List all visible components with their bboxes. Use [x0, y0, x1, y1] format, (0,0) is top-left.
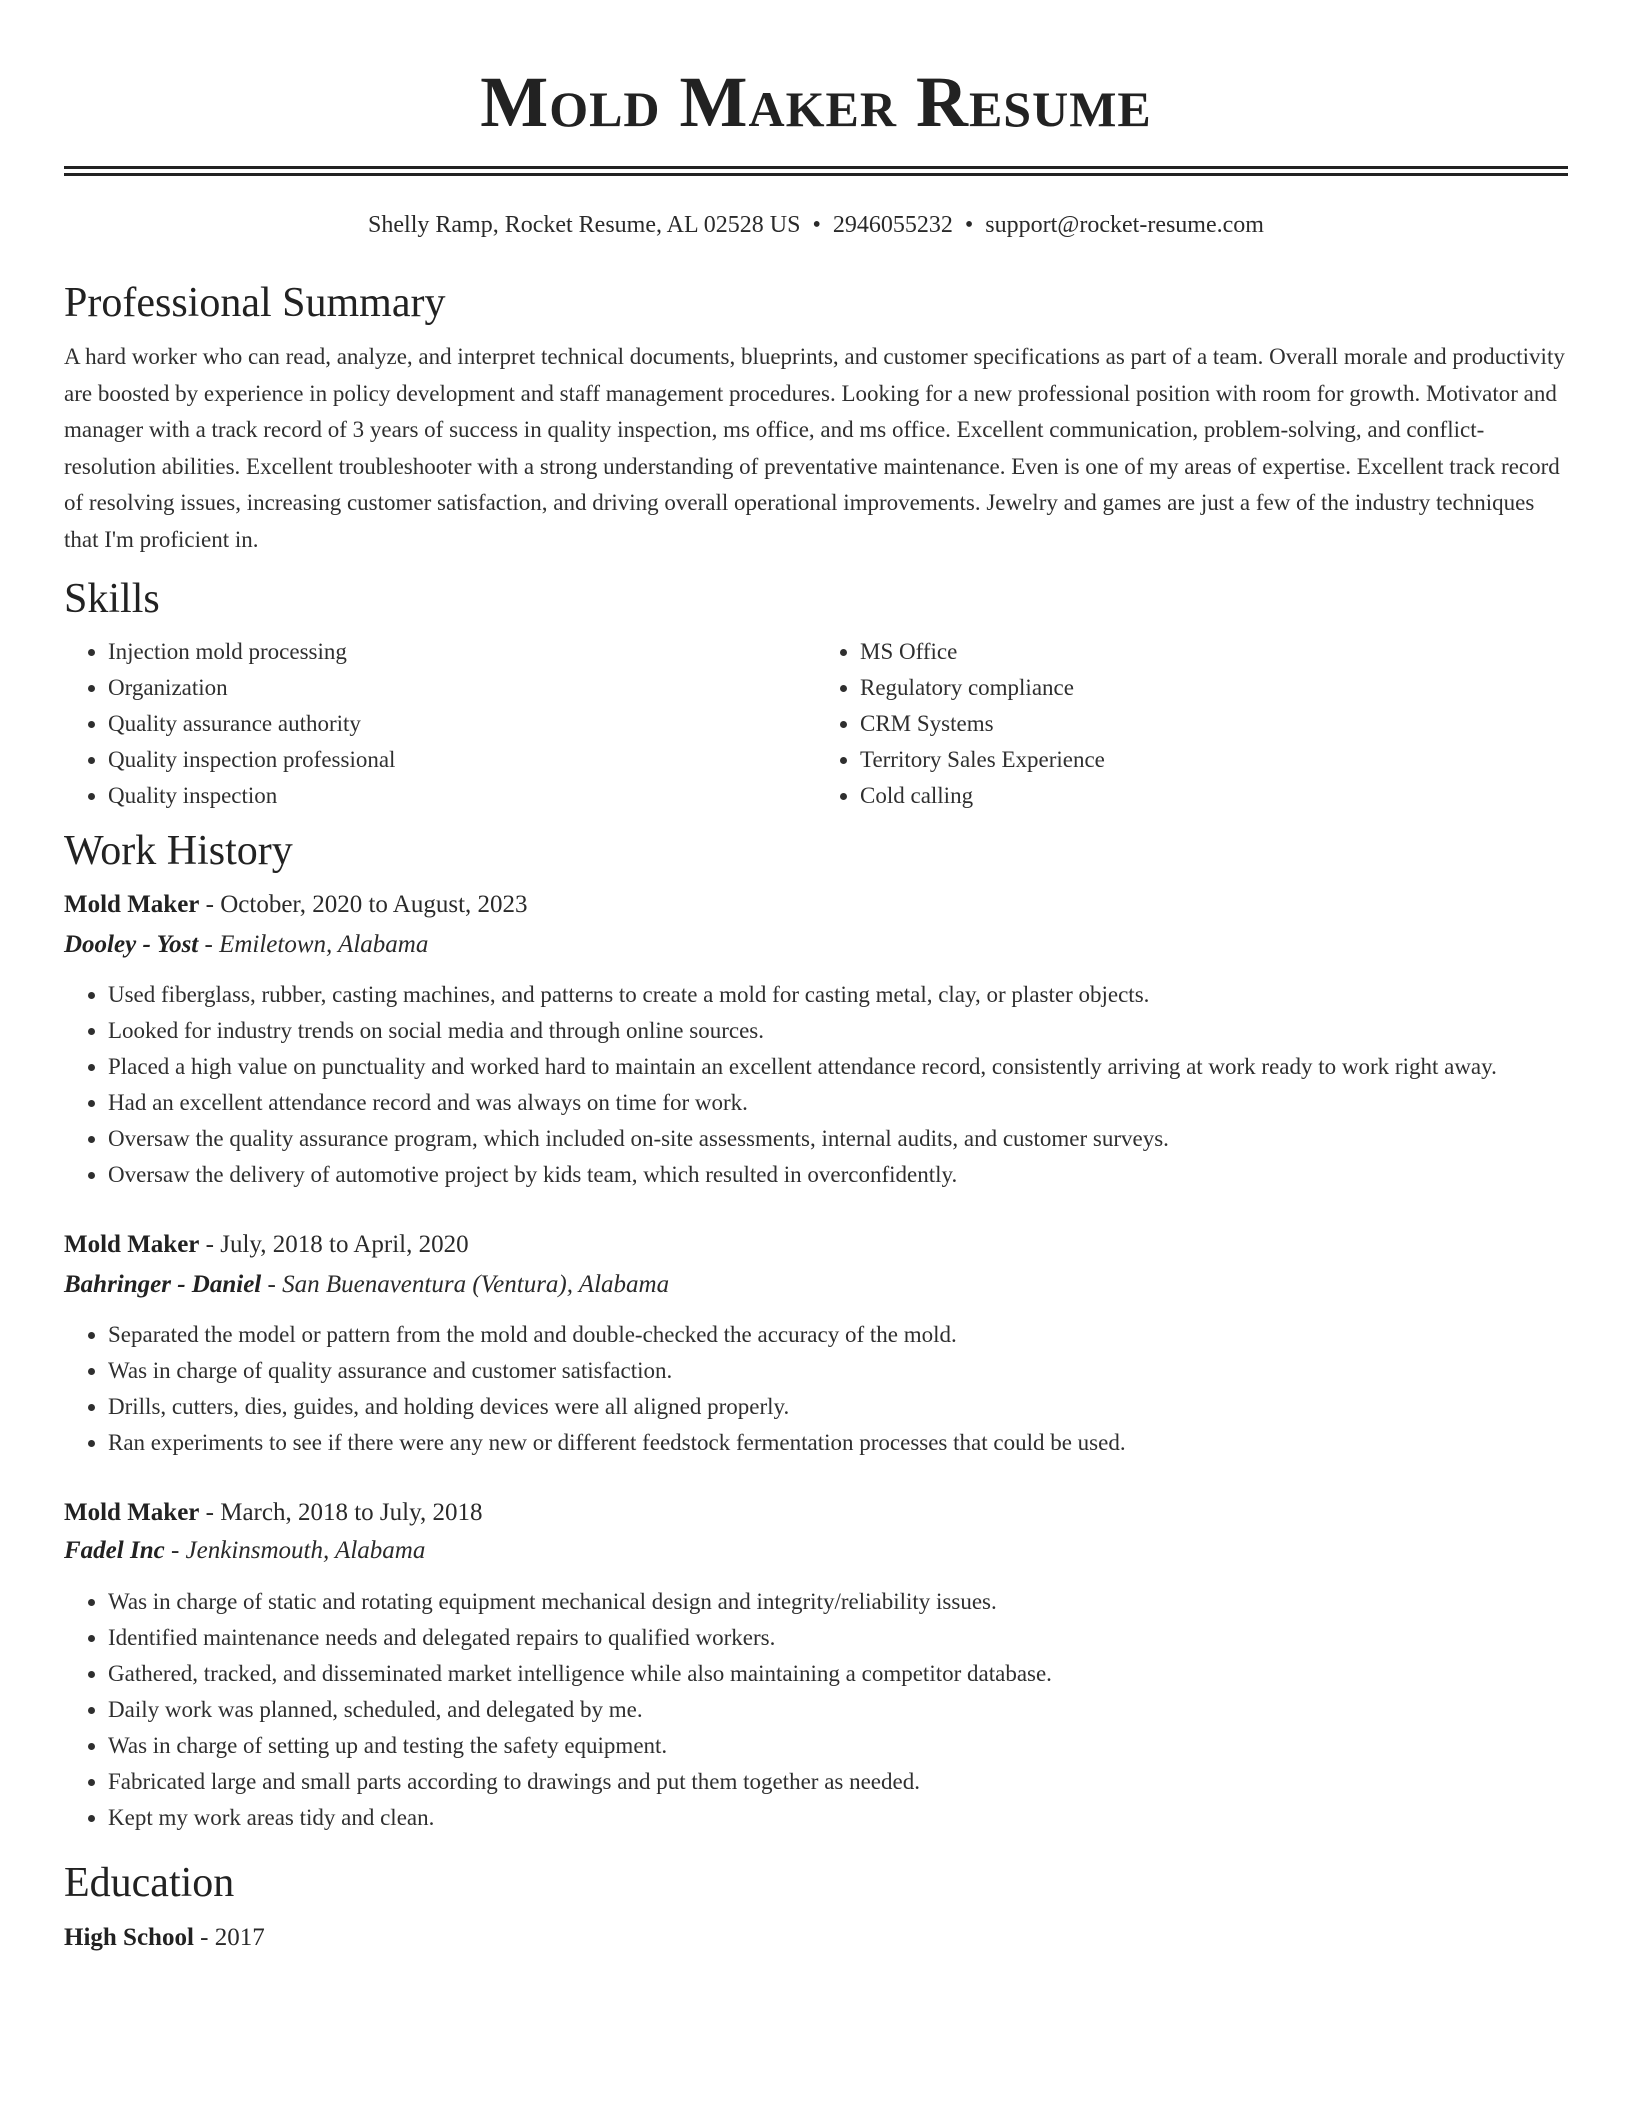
job-bullet: • Fabricated large and small parts according to drawings and put them together as needed. — [108, 1764, 1568, 1800]
job-entry — [64, 1495, 1568, 1836]
skill-item: • Quality inspection — [108, 778, 816, 814]
job-title: Mold Maker — [64, 1499, 200, 1526]
skills-list-left — [64, 634, 816, 814]
job-bullet: • Daily work was planned, scheduled, and delegated by me. — [108, 1692, 1568, 1728]
work-history-heading: Work History — [64, 828, 293, 874]
job-title: Mold Maker — [64, 1231, 200, 1258]
contact-phone: 2946055232 — [832, 212, 953, 238]
job-company: Fadel Inc — [64, 1537, 165, 1564]
job-dates: July, 2018 to April, 2020 — [220, 1231, 469, 1258]
job-bullet: • Placed a high value on punctuality and worked hard to maintain an excellent attendance record, consistently arriving at work ready to work right away. — [108, 1049, 1568, 1085]
contact-separator: • — [812, 212, 821, 238]
contact-line — [64, 210, 1568, 240]
skill-item: • Quality assurance authority — [108, 706, 816, 742]
contact-address: Shelly Ramp, Rocket Resume, AL 02528 US — [368, 212, 801, 238]
job-location: Emiletown, Alabama — [219, 931, 429, 958]
job-header: Mold Maker - October, 2020 to August, 2023 — [64, 891, 528, 918]
skills-list-right — [816, 634, 1568, 814]
job-dates: October, 2020 to August, 2023 — [220, 891, 528, 918]
job-location: Jenkinsmouth, Alabama — [185, 1537, 426, 1564]
skill-item: • MS Office — [860, 634, 1568, 670]
job-bullets — [64, 1584, 1568, 1836]
job-company: Bahringer - Daniel — [64, 1271, 262, 1298]
job-title: Mold Maker — [64, 891, 200, 918]
job-header: Mold Maker - March, 2018 to July, 2018 — [64, 1499, 483, 1526]
job-bullet: • Looked for industry trends on social media and through online sources. — [108, 1013, 1568, 1049]
job-bullet: • Used fiberglass, rubber, casting machines, and patterns to create a mold for casting metal, clay, or plaster objects. — [108, 977, 1568, 1013]
job-location: San Buenaventura (Ventura), Alabama — [282, 1271, 670, 1298]
job-bullet: • Had an excellent attendance record and was always on time for work. — [108, 1085, 1568, 1121]
skills-heading: Skills — [64, 576, 160, 622]
education-entry — [64, 1920, 1568, 1956]
job-bullet: • Was in charge of static and rotating equipment mechanical design and integrity/reliability issues. — [108, 1584, 1568, 1620]
skill-item: • Regulatory compliance — [860, 670, 1568, 706]
job-bullets — [64, 1317, 1568, 1461]
job-employer: Dooley - Yost - Emiletown, Alabama — [64, 931, 429, 958]
skill-item: • Cold calling — [860, 778, 1568, 814]
skill-item: • CRM Systems — [860, 706, 1568, 742]
job-employer: Fadel Inc - Jenkinsmouth, Alabama — [64, 1537, 426, 1564]
job-bullet: • Kept my work areas tidy and clean. — [108, 1800, 1568, 1836]
job-company: Dooley - Yost — [64, 931, 199, 958]
summary-heading: Professional Summary — [64, 280, 446, 326]
skill-item: • Organization — [108, 670, 816, 706]
contact-email: support@rocket-resume.com — [985, 212, 1264, 238]
skill-item: • Injection mold processing — [108, 634, 816, 670]
job-bullet: • Gathered, tracked, and disseminated market intelligence while also maintaining a competitor database. — [108, 1656, 1568, 1692]
contact-separator: • — [964, 212, 974, 238]
job-bullet: • Drills, cutters, dies, guides, and holding devices were all aligned properly. — [108, 1389, 1568, 1425]
job-employer: Bahringer - Daniel - San Buenaventura (Ventura), Alabama — [64, 1271, 670, 1298]
skills-columns — [64, 634, 1568, 814]
education-degree: High School — [64, 1924, 194, 1951]
title-double-rule — [64, 166, 1568, 176]
job-bullet: • Separated the model or pattern from the mold and double-checked the accuracy of the mold. — [108, 1317, 1568, 1353]
job-entry — [64, 887, 1568, 1193]
job-bullet: • Ran experiments to see if there were any new or different feedstock fermentation processes that could be used. — [108, 1425, 1568, 1461]
skill-item: • Quality inspection professional — [108, 742, 816, 778]
job-header: Mold Maker - July, 2018 to April, 2020 — [64, 1231, 469, 1258]
skill-item: • Territory Sales Experience — [860, 742, 1568, 778]
resume-title: Mold Maker Resume — [480, 62, 1152, 142]
job-bullet: • Identified maintenance needs and delegated repairs to qualified workers. — [108, 1620, 1568, 1656]
job-dates: March, 2018 to July, 2018 — [220, 1499, 483, 1526]
education-year: 2017 — [214, 1924, 265, 1951]
job-bullet: • Oversaw the delivery of automotive project by kids team, which resulted in overconfidently. — [108, 1157, 1568, 1193]
education-heading: Education — [64, 1860, 235, 1906]
job-entry — [64, 1227, 1568, 1461]
job-bullet: • Was in charge of quality assurance and customer satisfaction. — [108, 1353, 1568, 1389]
job-bullets — [64, 977, 1568, 1193]
education-dash: - — [200, 1924, 209, 1951]
job-bullet: • Oversaw the quality assurance program, which included on-site assessments, internal audits, and customer surveys. — [108, 1121, 1568, 1157]
summary-text: A hard worker who can read, analyze, and interpret technical documents, blueprints, and customer specifications as part of a team. Overall morale and productivity are boosted by experience in policy development and staff management procedures. Looking for a new professional position with room for growth. Motivator and manager with a track record of 3 years of success in quality inspection, ms office, and ms office. Excellent communication, problem-solving, and conflict-resolution abilities. Excellent troubleshooter with a strong understanding of preventative maintenance. Even is one of my areas of expertise. Excellent track record of resolving issues, increasing customer satisfaction, and driving overall operational improvements. Jewelry and games are just a few of the industry techniques that I'm proficient in. — [64, 344, 1565, 552]
job-bullet: • Was in charge of setting up and testing the safety equipment. — [108, 1728, 1568, 1764]
